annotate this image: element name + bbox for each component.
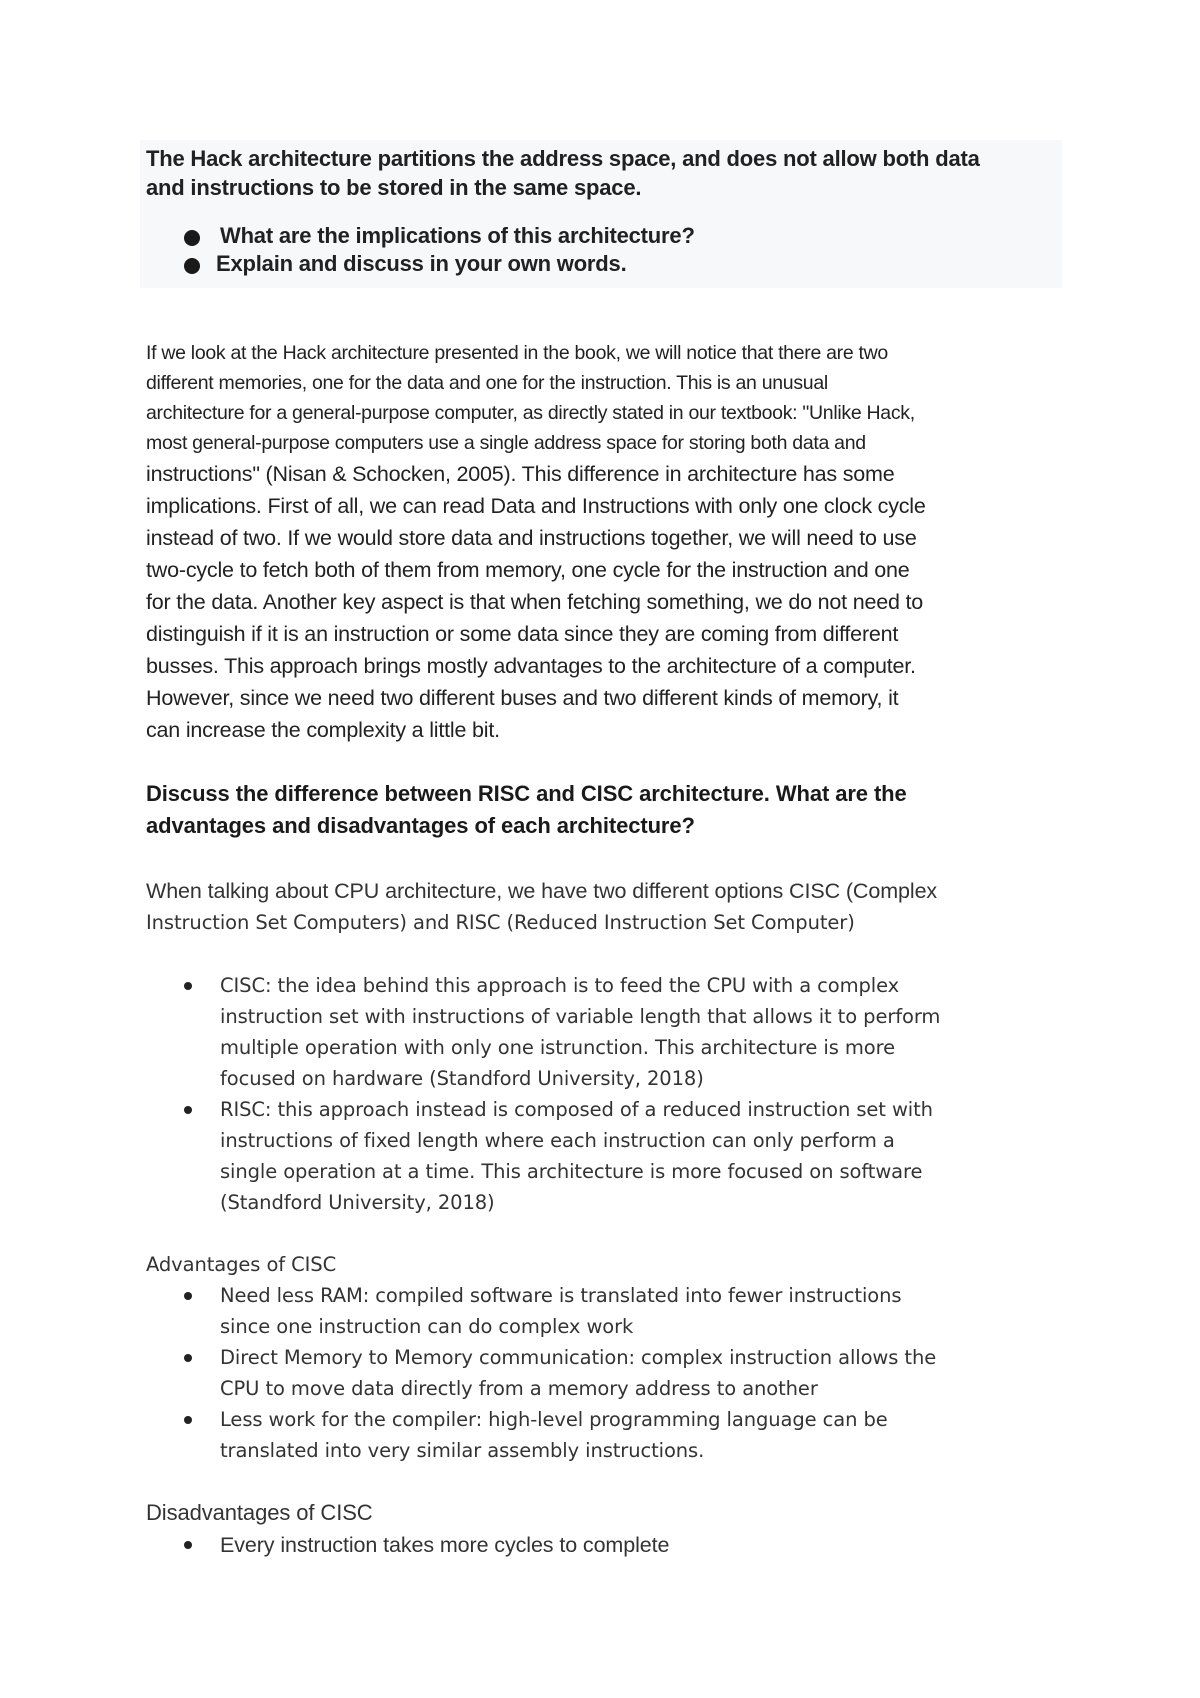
- question-1-title-line: The Hack architecture partitions the address space, and does not allow both data: [146, 146, 980, 171]
- answer-1-line: different memories, one for the data and one for the instruction. This is an unusual: [146, 372, 828, 394]
- answer-1-line: instead of two. If we would store data and instructions together, we will need to use: [146, 526, 917, 550]
- question-1-bullet: [140, 222, 1060, 250]
- bullet-dot-icon: [184, 1541, 192, 1549]
- question-1-bullet: [140, 250, 1060, 278]
- bullet-dot-icon: [184, 1354, 192, 1362]
- question-2-heading: [146, 778, 1076, 842]
- advantages-list: [146, 1280, 1086, 1466]
- answer-1-paragraph: [146, 338, 1086, 746]
- list-item-line: Direct Memory to Memory communication: complex instruction allows the: [220, 1346, 937, 1369]
- list-item-line: instructions of fixed length where each instruction can only perform a: [220, 1129, 895, 1152]
- bullet-dot-icon: [184, 1416, 192, 1424]
- list-item-line: instruction set with instructions of variable length that allows it to perform: [220, 1005, 941, 1028]
- question-2-line: Discuss the difference between RISC and CISC architecture. What are the: [146, 781, 907, 806]
- list-item: [146, 1529, 1086, 1561]
- answer-1-line: busses. This approach brings mostly advantages to the architecture of a computer.: [146, 654, 916, 678]
- list-item-line: translated into very similar assembly instructions.: [220, 1439, 705, 1462]
- list-item-line: Need less RAM: compiled software is translated into fewer instructions: [220, 1284, 902, 1307]
- list-item-line: multiple operation with only one istrunction. This architecture is more: [220, 1036, 896, 1059]
- answer-1-line: most general-purpose computers use a single address space for storing both data and: [146, 432, 866, 454]
- answer-2-intro-line: When talking about CPU architecture, we have two different options CISC (Complex: [146, 879, 938, 903]
- list-item-line: since one instruction can do complex work: [220, 1315, 634, 1338]
- bullet-dot-icon: [184, 230, 200, 246]
- question-2-line: advantages and disadvantages of each architecture?: [146, 813, 695, 838]
- question-1-block: [140, 140, 1062, 288]
- answer-2-intro-line: Instruction Set Computers) and RISC (Reduced Instruction Set Computer): [146, 911, 855, 934]
- question-1-bullet-text: Explain and discuss in your own words.: [216, 251, 627, 276]
- list-item-line: focused on hardware (Standford University, 2018): [220, 1067, 704, 1090]
- list-item-line: Less work for the compiler: high-level programming language can be: [220, 1408, 888, 1431]
- answer-1-line: for the data. Another key aspect is that when fetching something, we do not need to: [146, 590, 924, 614]
- answer-1-line: can increase the complexity a little bit.: [146, 718, 500, 742]
- list-item-line: Every instruction takes more cycles to complete: [220, 1533, 670, 1557]
- question-1-title: [146, 144, 1056, 202]
- list-item: [146, 1094, 1086, 1218]
- answer-1-line: two-cycle to fetch both of them from memory, one cycle for the instruction and one: [146, 558, 910, 582]
- bullet-dot-icon: [184, 1106, 192, 1114]
- question-1-bullet-text: What are the implications of this architecture?: [220, 223, 695, 248]
- answer-1-line: distinguish if it is an instruction or some data since they are coming from different: [146, 622, 899, 646]
- list-item: [146, 1404, 1086, 1466]
- list-item-line: (Standford University, 2018): [220, 1191, 495, 1214]
- answer-2-section: [146, 876, 1086, 1561]
- answer-1-line: implications. First of all, we can read Data and Instructions with only one clock cycle: [146, 494, 926, 518]
- question-1-title-line: and instructions to be stored in the same space.: [146, 175, 642, 200]
- list-item: [146, 1342, 1086, 1404]
- list-item: [146, 1280, 1086, 1342]
- architecture-types-list: [146, 970, 1086, 1218]
- disadvantages-list: [146, 1529, 1086, 1561]
- list-item: [146, 970, 1086, 1094]
- answer-1-line: However, since we need two different buses and two different kinds of memory, it: [146, 686, 899, 710]
- bullet-dot-icon: [184, 258, 200, 274]
- bullet-dot-icon: [184, 1292, 192, 1300]
- list-item-line: CPU to move data directly from a memory address to another: [220, 1377, 818, 1400]
- advantages-heading: Advantages of CISC: [146, 1253, 337, 1276]
- list-item-line: CISC: the idea behind this approach is to feed the CPU with a complex: [220, 974, 900, 997]
- question-1-bullet-list: [140, 222, 1060, 278]
- answer-1-line: architecture for a general-purpose computer, as directly stated in our textbook: "Unlike Hack,: [146, 402, 915, 424]
- answer-1-line: instructions" (Nisan & Schocken, 2005). This difference in architecture has some: [146, 462, 895, 486]
- list-item-line: single operation at a time. This architecture is more focused on software: [220, 1160, 923, 1183]
- bullet-dot-icon: [184, 982, 192, 990]
- list-item-line: RISC: this approach instead is composed of a reduced instruction set with: [220, 1098, 933, 1121]
- disadvantages-heading: Disadvantages of CISC: [146, 1500, 373, 1525]
- answer-1-line: If we look at the Hack architecture presented in the book, we will notice that there are two: [146, 342, 888, 364]
